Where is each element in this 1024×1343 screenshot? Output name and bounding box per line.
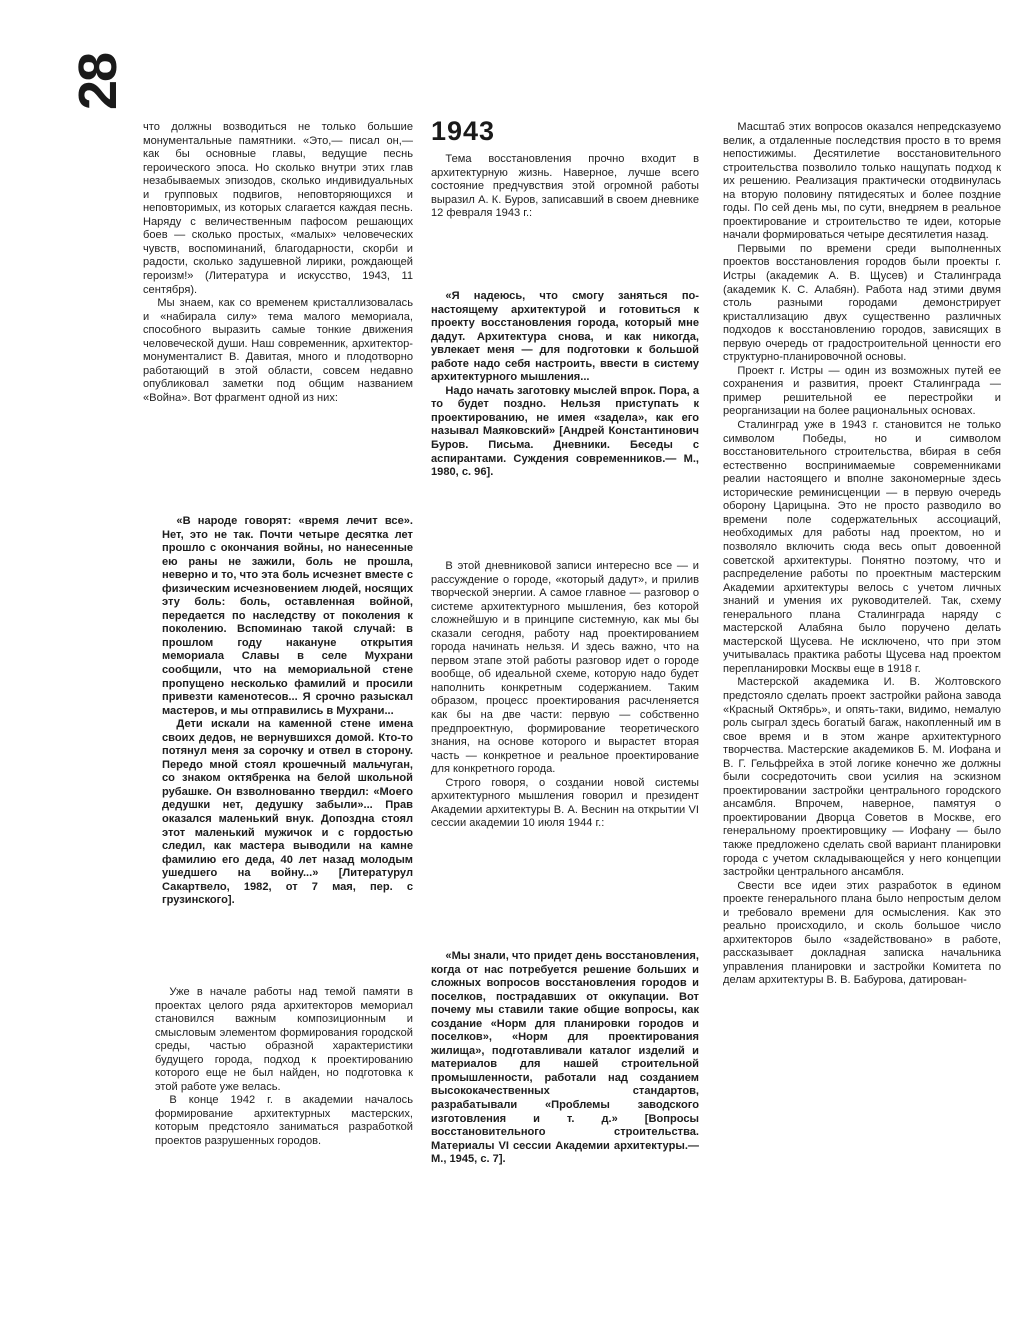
col1-quote <box>162 515 413 908</box>
col2-middle <box>431 560 699 831</box>
col1-intro-paragraph-2: Мы знаем, как со временем кристаллизовалась и «набирала силу» тема малого мемориала, способного выразить самые тонкие движения человеческой души. Наш современник, архитектор-монументалист В. Давитая, много и плодотворно работающий в этой области, совсем недавно опубликовал заметки под общим названием «Война». Вот фрагмент одной из них: <box>143 297 413 404</box>
col1-intro-paragraph-1: что должны возводиться не только большие монументальные памятники. «Это,— писал он,— как бы основные главы, ведущие песнь героического эпоса. Но сколько внутри этих глав незабываемых эпизодов, сколько индивидуальных и групповых подвигов, неповторяющихся и неповторимых, из которых слагается каждая песнь. Наряду с величественным пафосом решающих боев — сколько простых, «малых» человеческих чувств, воспоминаний, благодарности, скорби и радости, сколько задушевной лирики, рождающей героизм!» (Литература и искусство, 1943, 11 сентября). <box>143 121 413 296</box>
col3-paragraph-6: Свести все идеи этих разработок в едином проекте генерального плана было непростым делом и требовало времени для осмысления. Как это реально происходило, и сколь большое число архитекторов было «задействовано» в работе, рассказывает докладная записка начальника управления планировки и застройки Комитета по делам архитектуры В. В. Бабурова, датирован- <box>723 879 1001 987</box>
col3-paragraph-5: Мастерской академика И. В. Жолтовского предстояло сделать проект застройки района завода «Красный Октябрь», и опять-таки, видимо, немалую роль сыграл здесь богатый багаж, накопленный им в свое время и в этом жанре архитектурного творчества. Мастерские академиков Б. М. Иофана и В. Г. Гельфрейха в этой логике конечно же должны были сосредоточить свои усилия на эскизном проектировании застройки центрального городского ансамбля. Впрочем, наверное, памятуя о проектировании Дворца Советов в Москве, его генеральному проектировщику — Иофану — было также предложено сделать свой вариант планировки города с учетом складывающейся у него концепции застройки центрального ансамбля. <box>723 676 1001 879</box>
page-number: 28 <box>68 53 128 111</box>
col1-quote-paragraph-2: Дети искали на каменной стене имена своих дедов, не вернувшихся домой. Кто-то потянул меня за сорочку и отвел в сторону. Передо мной стоял крошечный мальчуган, со знаком октябренка на белой школьной рубашке. Он взволнованно твердил: «Моего дедушки нет, дедушку забыли»... Прав оказался маленький внук. Допоздна стоял этот маленький мужичок и с гордостью следил, как мастера выводили на камне фамилию его деда, 40 лет назад молодым ушедшего на войну...» [Литературул Сакартвело, 1982, от 7 мая, пер. с грузинского]. <box>162 718 413 907</box>
year-heading: 1943 <box>431 116 496 146</box>
col3-paragraph-2: Первыми по времени среди выполненных проектов восстановления городов были проекты г. Истры (академик А. В. Щусев) и Сталинграда (академик К. С. Алабян). Работа над этими двумя столь разными городами демонстрирует кристаллизацию двух существенно различных подходов к восстановлению городов, зависящих в первую очередь от градостроительной ценности его структурно-планировочной основы. <box>723 242 1001 364</box>
col2-intro <box>431 153 699 221</box>
col3-paragraph-4: Сталинград уже в 1943 г. становится не только символом Победы, но и символом восстановительного строительства, вбирая в себя естественно воспринимаемые современниками реалии настоящего и вполне закономерные здесь исторические реминисценции — в первую очередь оборону Царицына. Это не просто разводило во времени поле содержательных ассоциаций, необходимых для работы над проектом, но и позволяло включить сюда весь опыт довоенной советской архитектуры. Понятно поэтому, что и распределение работы по проектным мастерским Академии архитектуры велось с учетом личных знаний и умения их руководителей. Так, схему генерального плана Сталинграда наряду с мастерской Алабяна было поручено делать мастерской Щусева. Не исключено, что при этом учитывалась практика работы Щусева над проектом перепланировки Москвы еще в 1918 г. <box>723 419 1001 675</box>
col2-quote-vesnin <box>431 950 699 1167</box>
col2-middle-paragraph-2: Строго говоря, о создании новой системы архитектурного мышления говорил и президент Академии архитектуры В. А. Веснин на открытии VI сессии академии 10 июля 1944 г.: <box>431 776 699 830</box>
col2-quote1-paragraph-1: «Я надеюсь, что смогу заняться по-настоящему архитектурой и готовиться к проекту восстановления города, который мне дадут. Архитектура снова, и как никогда, увлекает меня — для подготовки к большой работе надо себя настроить, ввести в систему архитектурного мышления... <box>431 290 699 384</box>
col2-quote1-paragraph-2: Надо начать заготовку мыслей впрок. Пора, а то будет поздно. Нельзя приступать к проектированию, не имея «задела», как его называл Маяковский» [Андрей Константинович Буров. Письма. Дневники. Беседы с аспирантами. Суждения современников.— М., 1980, с. 96]. <box>431 384 699 479</box>
col2-intro-paragraph: Тема восстановления прочно входит в архитектурную жизнь. Наверное, лучше всего состояние предчувствия этой огромной работы выразил А. К. Буров, записавший в своем дневнике 12 февраля 1943 г.: <box>431 153 699 220</box>
col2-quote2-paragraph: «Мы знали, что придет день восстановления, когда от нас потребуется решение больших и сложных вопросов восстановления городов и поселков, пострадавших от оккупации. Вот почему мы ставили такие общие вопросы, как создание «Норм для планировки городов и поселков», «Норм для проектирования жилища», подготавливали каталог изделий и материалов для нашей строительной промышленности, работали над созданием высококачественных стандартов, разрабатывали «Проблемы заводского изготовления и т. д.» [Вопросы восстановительного строительства. Материалы VI сессии Академии архитектуры.— М., 1945, с. 7]. <box>431 950 699 1166</box>
col3-paragraph-3: Проект г. Истры — один из возможных путей ее сохранения и развития, проект Сталинграда — пример решительной ее перестройки и реорганизации на более рациональных основах. <box>723 364 1001 418</box>
col1-outro-paragraph-1: Уже в начале работы над темой памяти в проектах целого ряда архитекторов мемориал становился важным композиционным и смысловым элементом формирования городской среды, частью образной характеристики будущего города, подход к проектированию которого еще не был найден, но подготовка к этой работе уже велась. <box>155 986 413 1093</box>
col3-paragraph-1: Масштаб этих вопросов оказался непредсказуемо велик, а отдаленные последствия просто в то время непостижимы. Десятилетие восстановительного строительства позволило только нащупать подход к их решению. Реализация практически отодвинулась на вторую половину пятидесятых и более поздние годы. По сей день мы, по сути, внедряем в реальное проектирование и строительство те идеи, которые начали формироваться четыре десятилетия назад. <box>723 121 1001 242</box>
col1-quote-paragraph-1: «В народе говорят: «время лечит все». Нет, это не так. Почти четыре десятка лет прошло с окончания войны, но нанесенные ею раны не зажили, боль не прошла, неверно и то, что эта боль исчезнет вместе с физическим исчезновением людей, носящих эту боль: боль, оставленная войной, передается по наследству от поколения к поколению. Вспоминаю такой случай: в прошлом году накануне открытия мемориала Славы в селе Мухрани сообщили, что на мемориальной стене пропущено несколько фамилий и просили привезти каменотесов... Я срочно разыскал мастеров, и мы отправились в Мухрани... <box>162 515 413 717</box>
col1-outro-paragraph-2: В конце 1942 г. в академии началось формирование архитектурных мастерских, которым предстояло заниматься разработкой проектов разрушенных городов. <box>155 1094 413 1148</box>
col3-body <box>723 121 1001 988</box>
col1-intro <box>143 121 413 405</box>
col1-outro <box>155 986 413 1149</box>
col2-quote-buroy <box>431 290 699 480</box>
col2-middle-paragraph-1: В этой дневниковой записи интересно все — и рассуждение о городе, «который дадут», и прилив творческой энергии. А самое главное — разговор о системе архитектурного мышления, без которой сложнейшую и в принципе системную, как мы бы сказали сегодня, работу над проектированием города начинать нельзя. И здесь важно, что на первом этапе этой работы разговор идет о городе вообще, об идеальной схеме, которую надо будет наполнить конкретным содержанием. Таким образом, процесс проектирования расчленяется как бы на две части: первую — собственно предпроектную, формирование теоретического знания, на основе которого и вырастет вторая часть — конкретное и реальное проектирование для конкретного города. <box>431 560 699 776</box>
